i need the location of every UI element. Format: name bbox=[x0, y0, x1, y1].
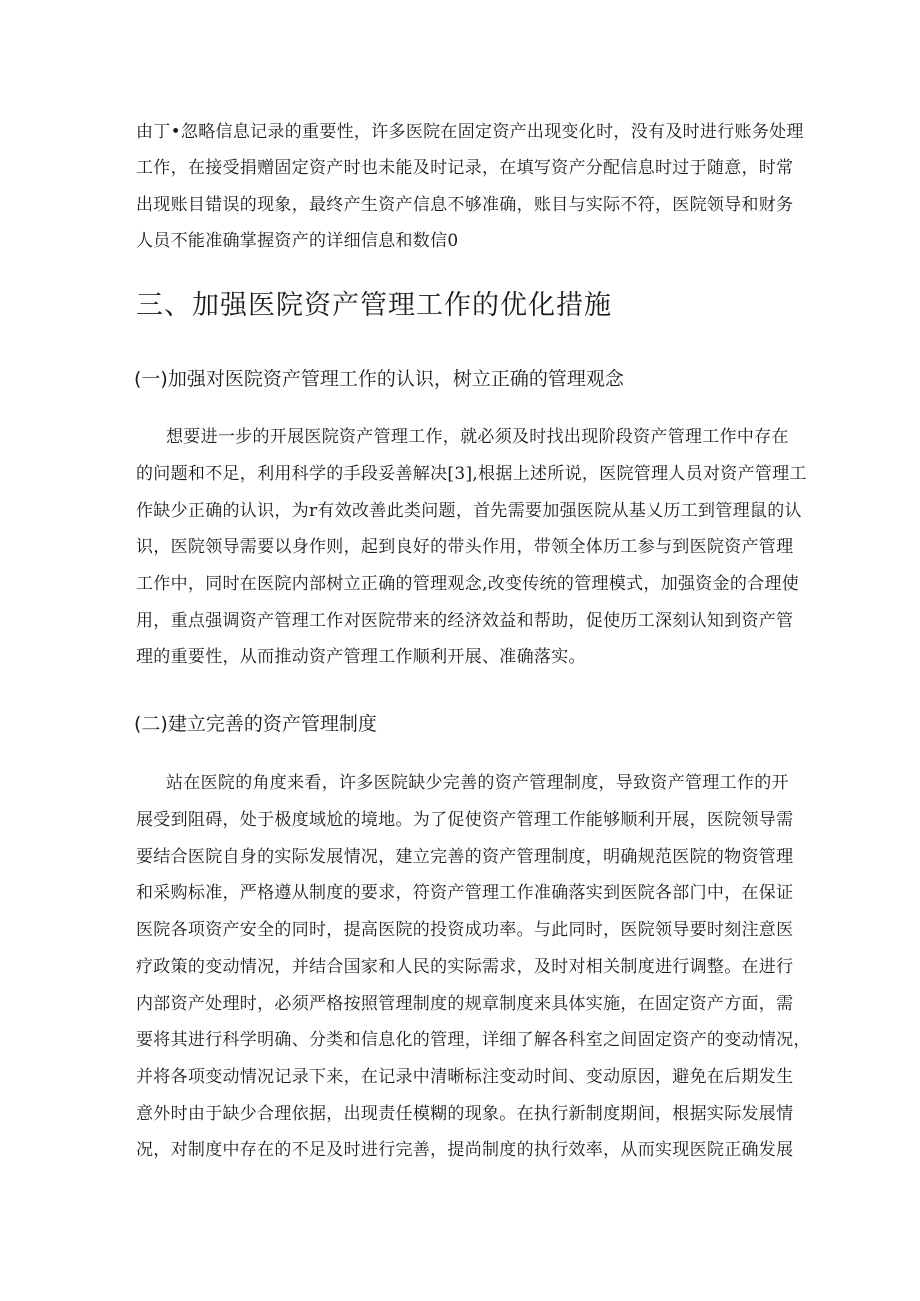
paragraph-line: 并将各项变动情况记录下来，在记录中清晰标注变动时间、变动原因，避免在后期发生 bbox=[136, 1067, 794, 1087]
paragraph-line: 意外时由于缺少合理依据，出现责任模糊的现象。在执行新制度期间，根据实际发展情 bbox=[136, 1104, 794, 1124]
paragraph-line: 展受到阻碍，处于极度域尬的境地。为了促使资产管理工作能够顺利开展，医院领导需 bbox=[136, 810, 794, 830]
paragraph-line: 工作中，同时在医院内部树立正确的管理观念,改变传统的管理模式，加强资金的合理使 bbox=[136, 574, 800, 594]
paragraph-line: 站在医院的角度来看，许多医院缺少完善的资产管理制度，导致资产管理工作的开 bbox=[166, 773, 789, 793]
paragraph-line: 用，重点强调资产管理工作对医院带来的经济效益和帮助，促使历工深刻认知到资产管 bbox=[136, 611, 794, 631]
paragraph-line: 想要进一步的开展医院资产管理工作，就必须及时找出现阶段资产管理工作中存在 bbox=[166, 427, 789, 447]
subsection-title-1: (一)加强对医院资产管理工作的认识，树立正确的管理观念 bbox=[134, 368, 624, 390]
paragraph-line: 疗政策的变动情况，并结合国家和人民的实际需求，及时对相关制度进行调整。在进行 bbox=[136, 957, 794, 977]
paragraph-line: 要结合医院自身的实际发展情况，建立完善的资产管理制度，明确规范医院的物资管理 bbox=[136, 847, 794, 867]
paragraph-line: 的问题和不足，利用科学的手段妥善解决[3],根据上述所说，医院管理人员对资产管理工 bbox=[136, 464, 807, 484]
intro-line: 由丁•忽略信息记录的重要性，许多医院在固定资产出现变化时，没有及时进行账务处理 bbox=[136, 122, 804, 142]
paragraph-line: 内部资产处理时，必须严格按照管理制度的规章制度来具体实施，在固定资产方面，需 bbox=[136, 994, 794, 1014]
paragraph-line: 医院各项资产安全的同时，提高医院的投资成功率。与此同时，医院领导要时刻注意医 bbox=[136, 920, 794, 940]
section-title: 三、加强医院资产管理工作的优化措施 bbox=[136, 290, 612, 321]
paragraph-line: 和采购标准，严格遵从制度的要求，符资产管理工作准确落实到医院各部门中，在保证 bbox=[136, 883, 794, 903]
paragraph-line: 识，医院领导需要以身作则，起到良好的带头作用，带领全体历工参与到医院资产管理 bbox=[136, 537, 794, 557]
paragraph-line: 况，对制度中存在的不足及时进行完善，提尚制度的执行效率，从而实现医院正确发展 bbox=[136, 1140, 794, 1160]
paragraph-line: 作缺少正确的认识，为r有效改善此类问题，首先需要加强医院从基乂历工到管理鼠的认 bbox=[136, 501, 802, 521]
intro-line: 人员不能准确掌握资产的详细信息和数信0 bbox=[136, 231, 459, 251]
subsection-title-2: (二)建立完善的资产管理制度 bbox=[134, 713, 377, 735]
intro-line: 工作，在接受捐赠固定资产时也未能及时记录，在填写资产分配信息时过于随意，时常 bbox=[136, 158, 794, 178]
paragraph-line: 要将其进行科学明确、分类和信息化的管理，详细了解各科室之间固定资产的变动情况， bbox=[136, 1030, 811, 1050]
paragraph-line: 理的重要性，从而推动资产管理工作顺利开展、准确落实。 bbox=[136, 647, 586, 667]
intro-line: 出现账目错误的现象，最终产生资产信息不够准确，账目与实际不符，医院领导和财务 bbox=[136, 195, 794, 215]
